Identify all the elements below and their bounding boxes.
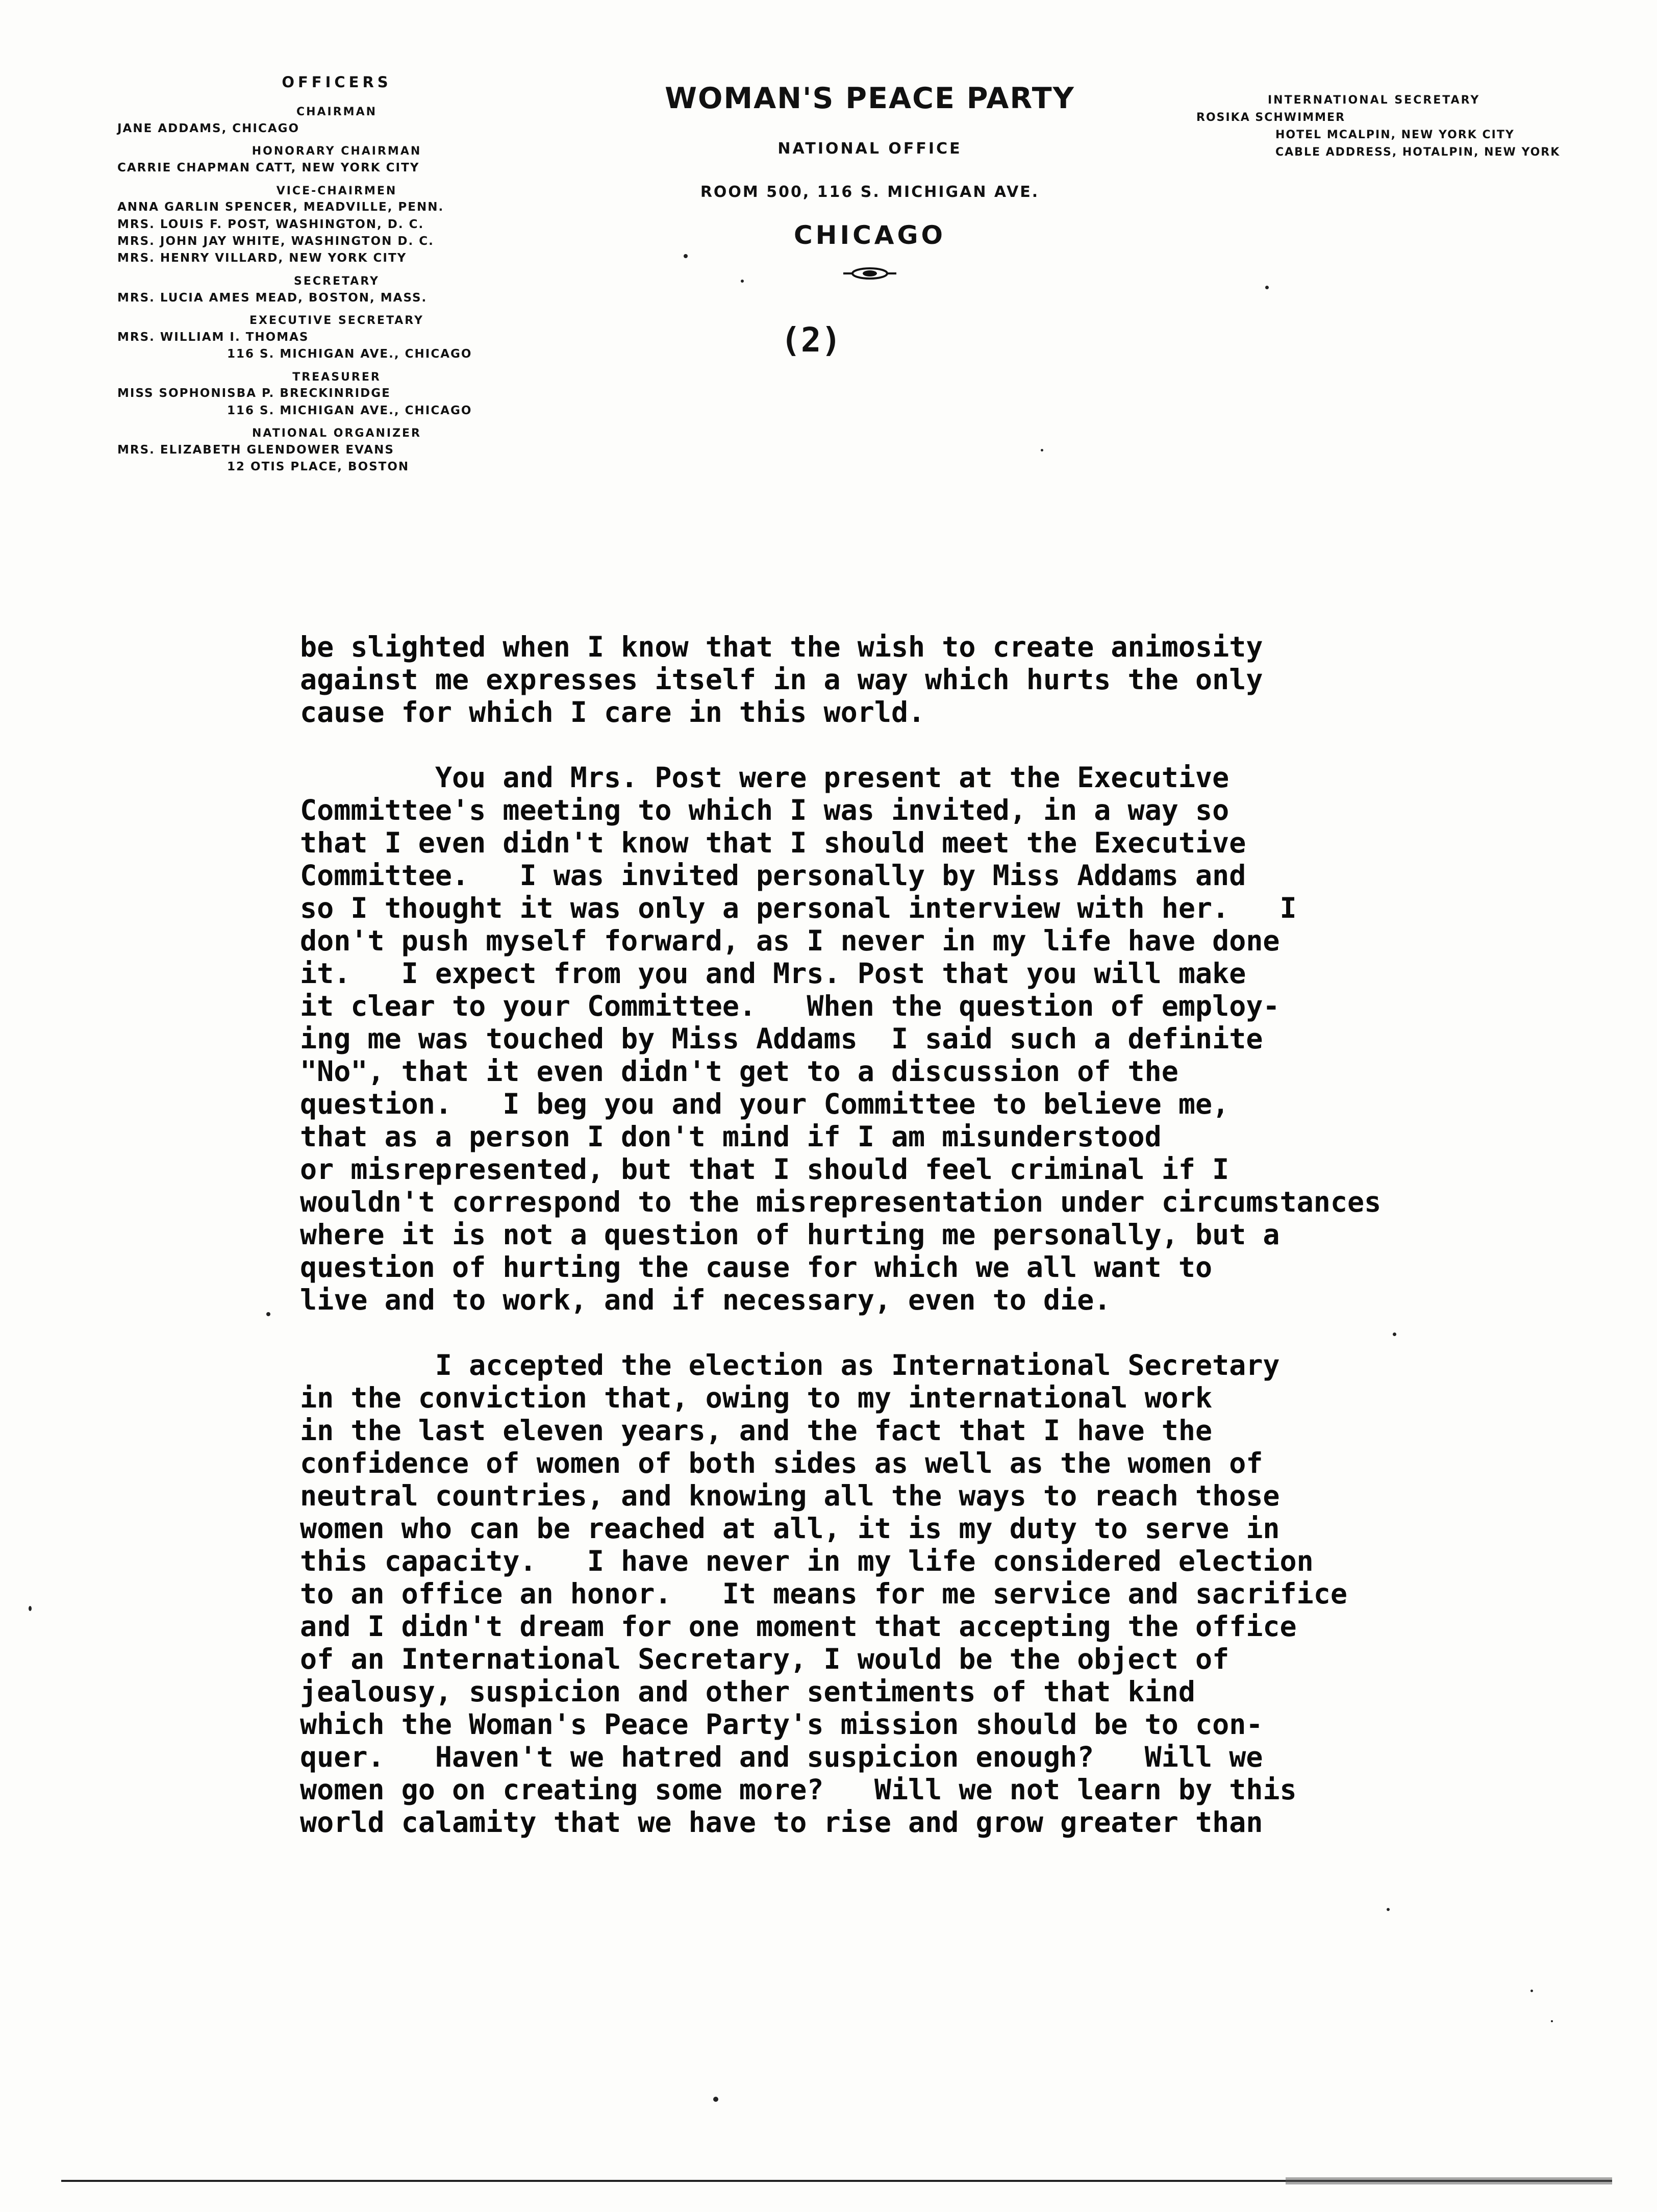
scan-speck (1393, 1333, 1396, 1336)
scan-speck (266, 1312, 270, 1316)
officer-address: 12 OTIS PLACE, BOSTON (227, 460, 410, 474)
scan-speck (1551, 2020, 1553, 2022)
officer-role: CHAIRMAN (296, 106, 378, 119)
officer-address: 116 S. MICHIGAN AVE., CHICAGO (227, 404, 472, 417)
office-address: ROOM 500, 116 S. MICHIGAN AVE. (700, 183, 1040, 201)
text-line: that I even didn't know that I should meet the Executive (300, 826, 1246, 859)
text-line: jealousy, suspicion and other sentiments of that kind (300, 1675, 1195, 1708)
scan-speck (1530, 1990, 1533, 1992)
text-line: or misrepresented, but that I should feel criminal if I (300, 1153, 1229, 1186)
officer-role: EXECUTIVE SECRETARY (249, 314, 424, 328)
intl-name: ROSIKA SCHWIMMER (1196, 111, 1346, 124)
intl-role: INTERNATIONAL SECRETARY (1268, 94, 1480, 107)
text-line: "No", that it even didn't get to a discussion of the (300, 1055, 1178, 1088)
paragraph (300, 631, 1524, 728)
text-line: ing me was touched by Miss Addams I said such a definite (300, 1022, 1263, 1055)
text-line: cause for which I care in this world. (300, 696, 925, 728)
scan-speck (741, 280, 744, 283)
text-line: Committee. I was invited personally by Miss Addams and (300, 859, 1246, 892)
text-line: so I thought it was only a personal interview with her. I (300, 892, 1297, 924)
text-line: women go on creating some more? Will we not learn by this (300, 1773, 1297, 1806)
text-line: question of hurting the cause for which we all want to (300, 1251, 1213, 1284)
paragraph (300, 1349, 1524, 1839)
officer-name: MRS. JOHN JAY WHITE, WASHINGTON D. C. (117, 235, 434, 248)
text-line: it clear to your Committee. When the question of employ- (300, 990, 1280, 1022)
officer-name: JANE ADDAMS, CHICAGO (117, 121, 300, 135)
text-line: be slighted when I know that the wish to create animosity (300, 631, 1263, 663)
text-line: quer. Haven't we hatred and suspicion enough? Will we (300, 1741, 1263, 1773)
text-line: confidence of women of both sides as well as the women of (300, 1447, 1263, 1479)
officer-name: MRS. LUCIA AMES MEAD, BOSTON, MASS. (117, 291, 428, 305)
officer-role: HONORARY CHAIRMAN (252, 145, 422, 158)
text-line: don't push myself forward, as I never in my life have done (300, 924, 1280, 957)
text-line: and I didn't dream for one moment that accepting the office (300, 1610, 1297, 1643)
text-line: it. I expect from you and Mrs. Post that you will make (300, 957, 1246, 990)
text-line: Committee's meeting to which I was invited, in a way so (300, 794, 1229, 826)
text-line: of an International Secretary, I would be the object of (300, 1643, 1229, 1675)
officers-heading: OFFICERS (282, 73, 392, 91)
text-line: neutral countries, and knowing all the ways to reach those (300, 1479, 1280, 1512)
officer-role: NATIONAL ORGANIZER (252, 427, 421, 440)
text-line: this capacity. I have never in my life considered election (300, 1545, 1314, 1577)
letter-body (300, 631, 1524, 1839)
officer-name: MRS. WILLIAM I. THOMAS (117, 330, 309, 344)
officer-role: VICE-CHAIRMEN (276, 184, 397, 197)
officer-name: MRS. ELIZABETH GLENDOWER EVANS (117, 443, 394, 457)
scan-speck (29, 1606, 32, 1611)
officer-name: MISS SOPHONISBA P. BRECKINRIDGE (117, 387, 391, 400)
officer-address: 116 S. MICHIGAN AVE., CHICAGO (227, 347, 472, 361)
paragraph (300, 761, 1524, 1316)
text-line: wouldn't correspond to the misrepresentation under circumstances (300, 1186, 1382, 1218)
international-secretary-block (1196, 92, 1561, 161)
organization-name: WOMAN'S PEACE PARTY (665, 82, 1075, 115)
ornament-icon (839, 264, 900, 283)
scan-speck (1041, 449, 1043, 451)
text-line: that as a person I don't mind if I am misunderstood (300, 1120, 1162, 1153)
officer-role: SECRETARY (294, 274, 380, 288)
scan-bottom-edge (61, 2177, 1612, 2184)
scan-speck (684, 254, 688, 258)
page-number: (2) (781, 320, 842, 360)
office-city: CHICAGO (793, 220, 946, 250)
text-line: to an office an honor. It means for me service and sacrifice (300, 1577, 1347, 1610)
text-line: in the conviction that, owing to my international work (300, 1381, 1213, 1414)
officer-name: CARRIE CHAPMAN CATT, NEW YORK CITY (117, 161, 420, 175)
officer-role: TREASURER (292, 370, 381, 384)
text-line: where it is not a question of hurting me personally, but a (300, 1218, 1280, 1251)
intl-cable-address: CABLE ADDRESS, HOTALPIN, NEW YORK (1275, 146, 1561, 159)
intl-address: HOTEL MCALPIN, NEW YORK CITY (1275, 129, 1515, 142)
text-line: women who can be reached at all, it is my duty to serve in (300, 1512, 1280, 1545)
text-line: world calamity that we have to rise and grow greater than (300, 1806, 1263, 1839)
officer-name: MRS. LOUIS F. POST, WASHINGTON, D. C. (117, 217, 424, 231)
text-line: question. I beg you and your Committee to believe me, (300, 1088, 1229, 1120)
text-line: live and to work, and if necessary, even to die. (300, 1284, 1111, 1316)
text-line: in the last eleven years, and the fact that I have the (300, 1414, 1213, 1447)
text-line: I accepted the election as International Secretary (300, 1349, 1280, 1381)
scan-speck (1265, 286, 1269, 289)
text-line: You and Mrs. Post were present at the Executive (300, 761, 1229, 794)
office-label: NATIONAL OFFICE (777, 140, 962, 158)
officer-name: MRS. HENRY VILLARD, NEW YORK CITY (117, 252, 407, 265)
officer-name: ANNA GARLIN SPENCER, MEADVILLE, PENN. (117, 200, 444, 214)
letterhead-center (592, 82, 1148, 285)
officers-list (117, 71, 556, 476)
scan-speck (1387, 1908, 1390, 1911)
scan-speck (713, 2097, 718, 2102)
text-line: against me expresses itself in a way which hurts the only (300, 663, 1263, 696)
text-line: which the Woman's Peace Party's mission should be to con- (300, 1708, 1263, 1741)
